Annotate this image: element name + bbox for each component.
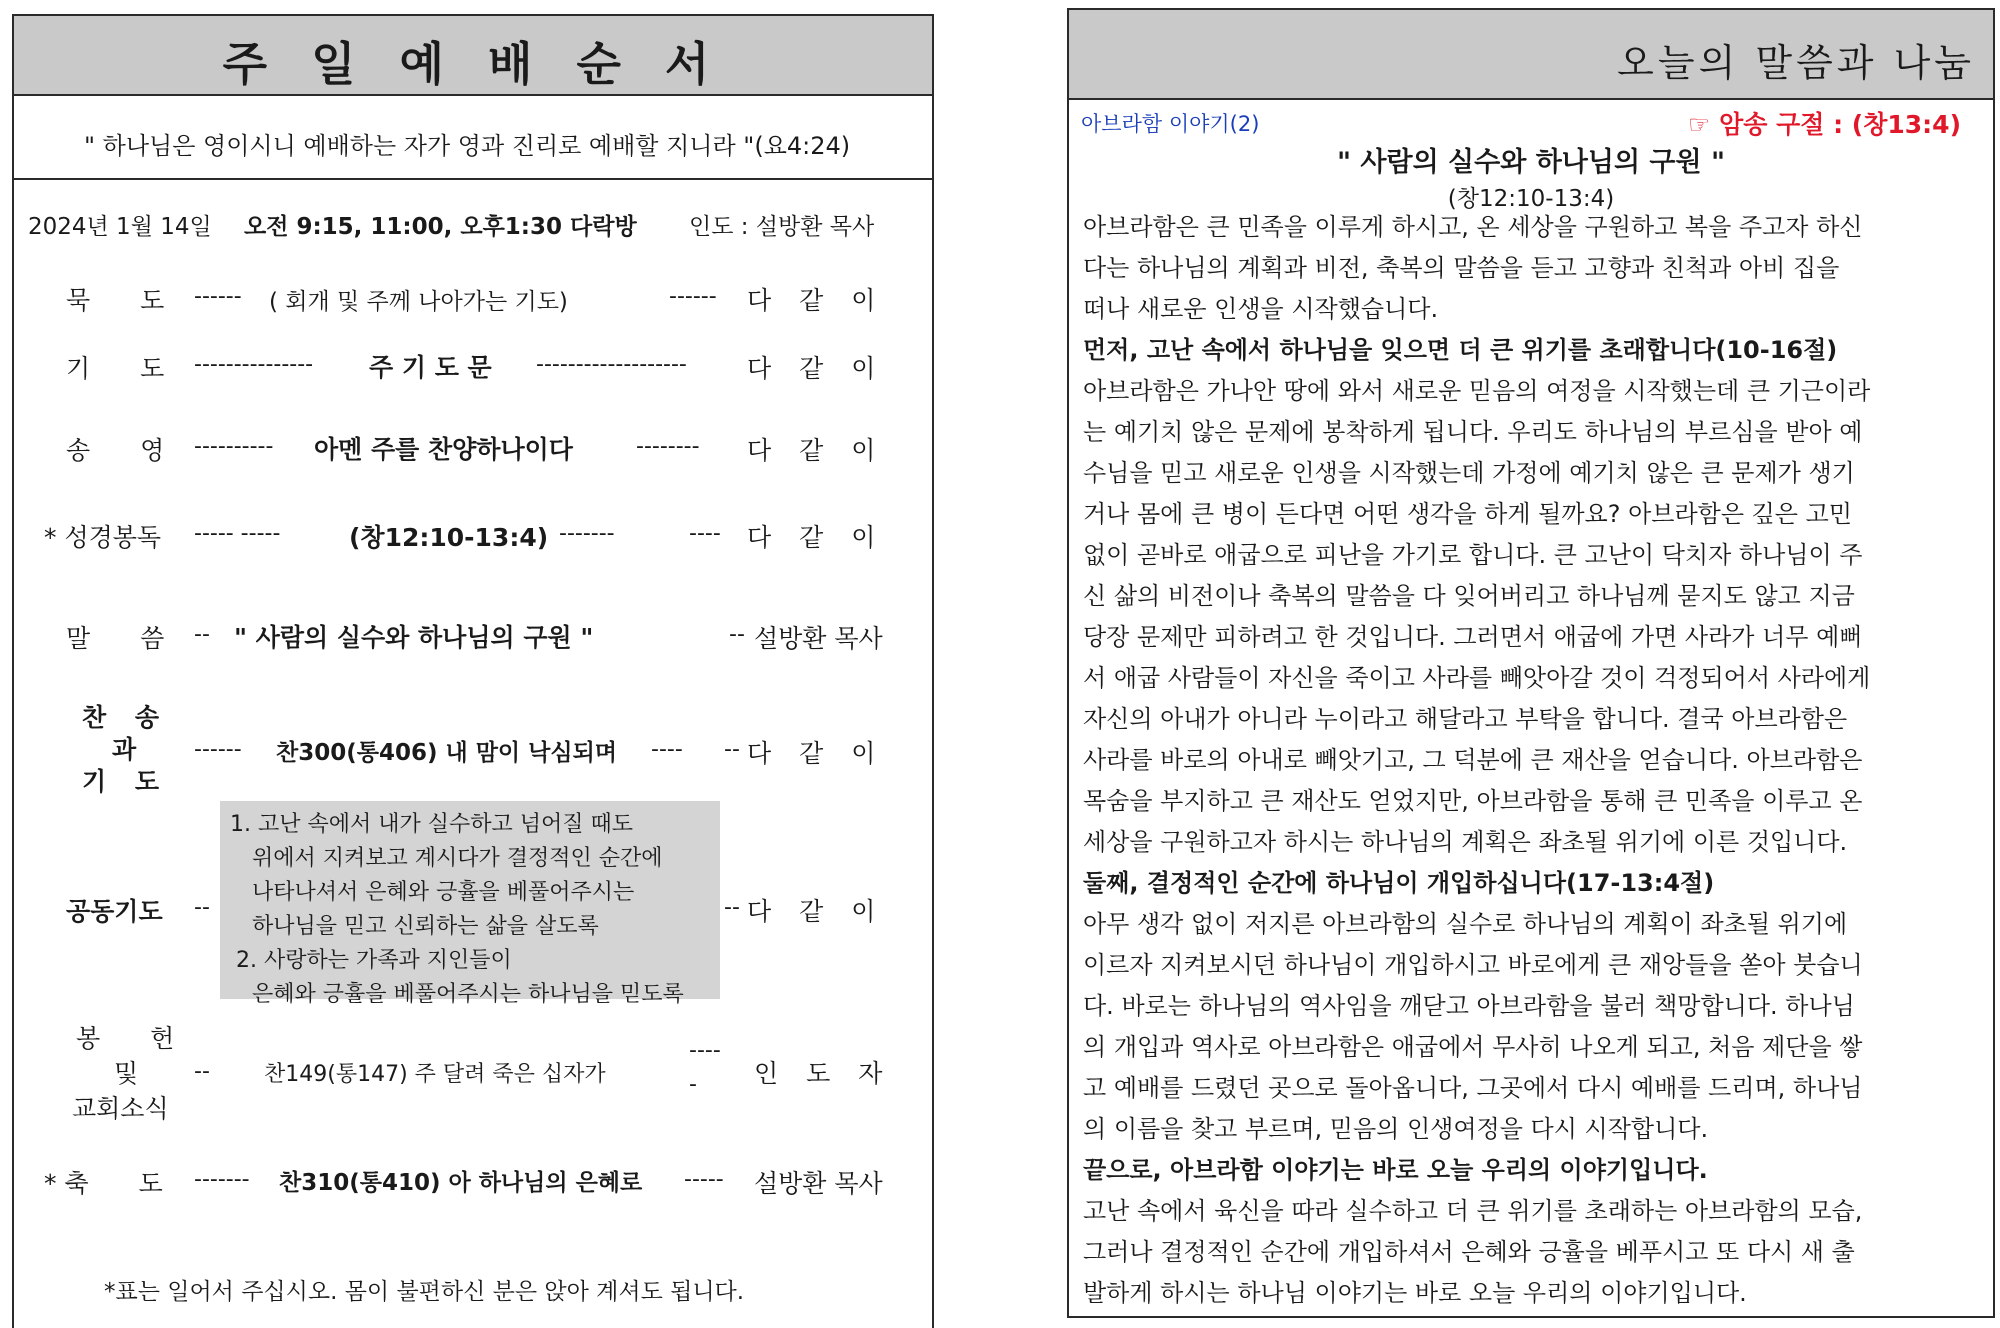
row-participant: 다 같 이 xyxy=(747,897,886,926)
row-label: 및 xyxy=(114,1059,139,1088)
leader-dashes: ---- xyxy=(689,521,721,546)
row-label: 교회소식 xyxy=(72,1094,169,1123)
leader-dashes: ------------------- xyxy=(536,352,687,377)
row-content: " 사람의 실수와 하나님의 구원 " xyxy=(234,623,594,652)
leader-dashes: ------- xyxy=(559,521,615,546)
leader-dashes: ---------- xyxy=(194,434,274,459)
text-line: 목숨을 부지하고 큰 재산도 얻었지만, 아브라함을 통해 큰 민족을 이루고 온 xyxy=(1083,787,1863,815)
memory-verse: ☞ 암송 구절 : (창13:4) xyxy=(1687,110,1961,139)
row-participant: 설방환 목사 xyxy=(754,1169,883,1198)
section-body-2 xyxy=(1083,904,1981,1150)
section-body-3 xyxy=(1083,1191,1981,1314)
text-line: 서 애굽 사람들이 자신을 죽이고 사라를 빼앗아갈 것이 걱정되어서 사라에게 xyxy=(1083,664,1871,692)
sermon-notes-panel xyxy=(1067,8,1995,1318)
row-label: 송 영 xyxy=(66,436,165,465)
text-line: 세상을 구원하고자 하시는 하나님의 계획은 좌초될 위기에 이른 것입니다. xyxy=(1083,828,1848,856)
text-line: 아브라함은 가나안 땅에 와서 새로운 믿음의 여정을 시작했는데 큰 기근이라 xyxy=(1083,377,1871,405)
text-line: 아무 생각 없이 저지른 아브라함의 실수로 하나님의 계획이 좌초될 위기에 xyxy=(1083,910,1848,938)
section-heading-1: 먼저, 고난 속에서 하나님을 잊으면 더 큰 위기를 초래합니다(10-16절) xyxy=(1083,336,1838,364)
leader-dashes: ------ xyxy=(194,737,242,762)
row-participant: 다 같 이 xyxy=(747,739,886,768)
row-label: * 축 도 xyxy=(44,1169,163,1198)
text-line: 다. 바로는 하나님의 역사임을 깨닫고 아브라함을 불러 책망합니다. 하나님 xyxy=(1083,992,1855,1020)
text-line: 사라를 바로의 아내로 빼앗기고, 그 덕분에 큰 재산을 얻습니다. 아브라함은 xyxy=(1083,746,1863,774)
row-participant: 다 같 이 xyxy=(747,354,886,383)
leader-dashes: -- xyxy=(729,622,745,647)
text-line: 다는 하나님의 계획과 비전, 축복의 말씀을 듣고 고향과 친척과 아비 집을 xyxy=(1083,254,1840,282)
row-label: * 성경봉독 xyxy=(44,523,162,552)
text-line: 의 이름을 찾고 부르며, 믿음의 인생여정을 다시 시작합니다. xyxy=(1083,1115,1709,1143)
row-label: 공동기도 xyxy=(66,897,163,926)
series-label: 아브라함 이야기(2) xyxy=(1081,112,1260,136)
common-prayer-box xyxy=(220,801,720,1007)
text-line: 없이 곧바로 애굽으로 피난을 가기로 합니다. 큰 고난이 닥치자 하나님이 주 xyxy=(1083,541,1863,569)
common-prayer-line: 나타나셔서 은혜와 긍휼을 베풀어주시는 xyxy=(252,880,635,905)
leader-dashes: -- xyxy=(194,1059,210,1084)
text-line: 이르자 지켜보시던 하나님이 개입하시고 바로에게 큰 재앙들을 쏟아 붓습니 xyxy=(1083,951,1863,979)
row-label: 봉 헌 xyxy=(76,1024,175,1053)
common-prayer-line: 하나님을 믿고 신뢰하는 삶을 살도록 xyxy=(252,914,599,939)
text-line: 수님을 믿고 새로운 인생을 시작했는데 가정에 예기치 않은 큰 문제가 생기 xyxy=(1083,459,1855,487)
text-line: 거나 몸에 큰 병이 든다면 어떤 생각을 하게 될까요? 아브라함은 깊은 고민 xyxy=(1083,500,1852,528)
leader-dashes: -------- xyxy=(636,434,700,459)
service-date: 2024년 1월 14일 xyxy=(28,214,212,240)
text-line: 당장 문제만 피하려고 한 것입니다. 그러면서 애굽에 가면 사라가 너무 예뻐 xyxy=(1083,623,1863,651)
theme-verse: " 하나님은 영이시니 예배하는 자가 영과 진리로 예배할 지니라 "(요4:24) xyxy=(84,132,851,160)
leader-dashes: --------------- xyxy=(194,352,314,377)
leader-dashes: ------ xyxy=(669,284,717,309)
worship-order-panel xyxy=(12,14,934,1328)
text-line: 고 예배를 드렸던 곳으로 돌아옵니다, 그곳에서 다시 예배를 드리며, 하나님 xyxy=(1083,1074,1863,1102)
row-content: 찬149(통147) 주 달려 죽은 십자가 xyxy=(264,1062,606,1087)
common-prayer-line: 2. 사랑하는 가족과 지인들이 xyxy=(236,948,512,973)
leader-dashes: -- xyxy=(724,737,740,762)
leader-dashes: ------- xyxy=(194,1167,250,1192)
common-prayer-line: 1. 고난 속에서 내가 실수하고 넘어질 때도 xyxy=(230,812,633,837)
text-line: 아브라함은 큰 민족을 이루게 하시고, 온 세상을 구원하고 복을 주고자 하신 xyxy=(1083,213,1863,241)
row-content: 찬300(통406) 내 맘이 낙심되며 xyxy=(276,740,618,766)
row-label: 과 xyxy=(112,735,137,764)
row-label: 기 도 xyxy=(66,354,165,383)
row-participant: 다 같 이 xyxy=(747,523,886,552)
row-label: 말 씀 xyxy=(66,624,165,653)
leader-dashes: ----- xyxy=(684,1167,724,1192)
text-line: 신 삶의 비전이나 축복의 말씀을 다 잊어버리고 하나님께 묻지도 않고 지금 xyxy=(1083,582,1855,610)
row-label: 찬 송 xyxy=(82,703,170,732)
text-line: 그러나 결정적인 순간에 개입하셔서 은혜와 긍휼을 베푸시고 또 다시 새 출 xyxy=(1083,1238,1855,1266)
text-line: 고난 속에서 육신을 따라 실수하고 더 큰 위기를 초래하는 아브라함의 모습, xyxy=(1083,1197,1863,1225)
leader-dashes: ------ xyxy=(194,284,242,309)
row-content: 찬310(통410) 아 하나님의 은혜로 xyxy=(279,1170,643,1196)
section-heading-3: 끝으로, 아브라함 이야기는 바로 오늘 우리의 이야기입니다. xyxy=(1083,1156,1708,1184)
row-content: 아멘 주를 찬양하나이다 xyxy=(314,435,573,464)
verse-divider xyxy=(14,178,932,180)
text-line: 의 개입과 역사로 아브라함은 애굽에서 무사히 나오게 되고, 처음 제단을 쌓 xyxy=(1083,1033,1863,1061)
row-participant: 인 도 자 xyxy=(754,1059,893,1088)
row-content: ( 회개 및 주께 나아가는 기도) xyxy=(269,289,568,315)
leader-dashes: - xyxy=(689,1072,697,1097)
common-prayer-line: 위에서 지켜보고 계시다가 결정적인 순간에 xyxy=(252,846,663,871)
section-heading-2: 둘째, 결정적인 순간에 하나님이 개입하십니다(17-13:4절) xyxy=(1083,869,1715,897)
leader-dashes: ---- xyxy=(651,737,683,762)
worship-order-title: 주 일 예 배 순 서 xyxy=(222,37,724,91)
row-content: (창12:10-13:4) xyxy=(349,523,549,552)
leader-dashes: -- xyxy=(194,622,210,647)
intro-paragraph xyxy=(1083,207,1981,330)
row-participant: 다 같 이 xyxy=(747,436,886,465)
service-times: 오전 9:15, 11:00, 오후1:30 다락방 xyxy=(244,214,637,240)
leader-dashes: -- xyxy=(724,895,740,920)
section-body-1 xyxy=(1083,371,1981,863)
text-line: 자신의 아내가 아니라 누이라고 해달라고 부탁을 합니다. 결국 아브라함은 xyxy=(1083,705,1848,733)
text-line: 발하게 하시는 하나님 이야기는 바로 오늘 우리의 이야기입니다. xyxy=(1083,1279,1747,1307)
worship-footer-note: *표는 일어서 주십시오. 몸이 불편하신 분은 앉아 계셔도 됩니다. xyxy=(104,1279,745,1305)
text-line: 떠나 새로운 인생을 시작했습니다. xyxy=(1083,295,1439,323)
leader-dashes: ---- xyxy=(689,1038,721,1063)
sermon-reference: (창12:10-13:4) xyxy=(1447,186,1615,212)
leader-dashes: -- xyxy=(194,895,210,920)
row-label: 묵 도 xyxy=(66,286,165,315)
common-prayer-line: 은혜와 긍휼을 베풀어주시는 하나님을 믿도록 xyxy=(252,982,684,1007)
service-leader: 인도 : 설방환 목사 xyxy=(689,214,875,240)
row-content: 주 기 도 문 xyxy=(369,353,492,382)
row-participant: 다 같 이 xyxy=(747,286,886,315)
text-line: 는 예기치 않은 문제에 봉착하게 됩니다. 우리도 하나님의 부르심을 받아 예 xyxy=(1083,418,1863,446)
sermon-title: " 사람의 실수와 하나님의 구원 " xyxy=(1336,147,1726,178)
sermon-notes-title: 오늘의 말씀과 나눔 xyxy=(1617,41,1975,85)
row-participant: 설방환 목사 xyxy=(754,624,883,653)
leader-dashes: ----- ----- xyxy=(194,521,281,546)
row-label: 기 도 xyxy=(82,767,170,796)
